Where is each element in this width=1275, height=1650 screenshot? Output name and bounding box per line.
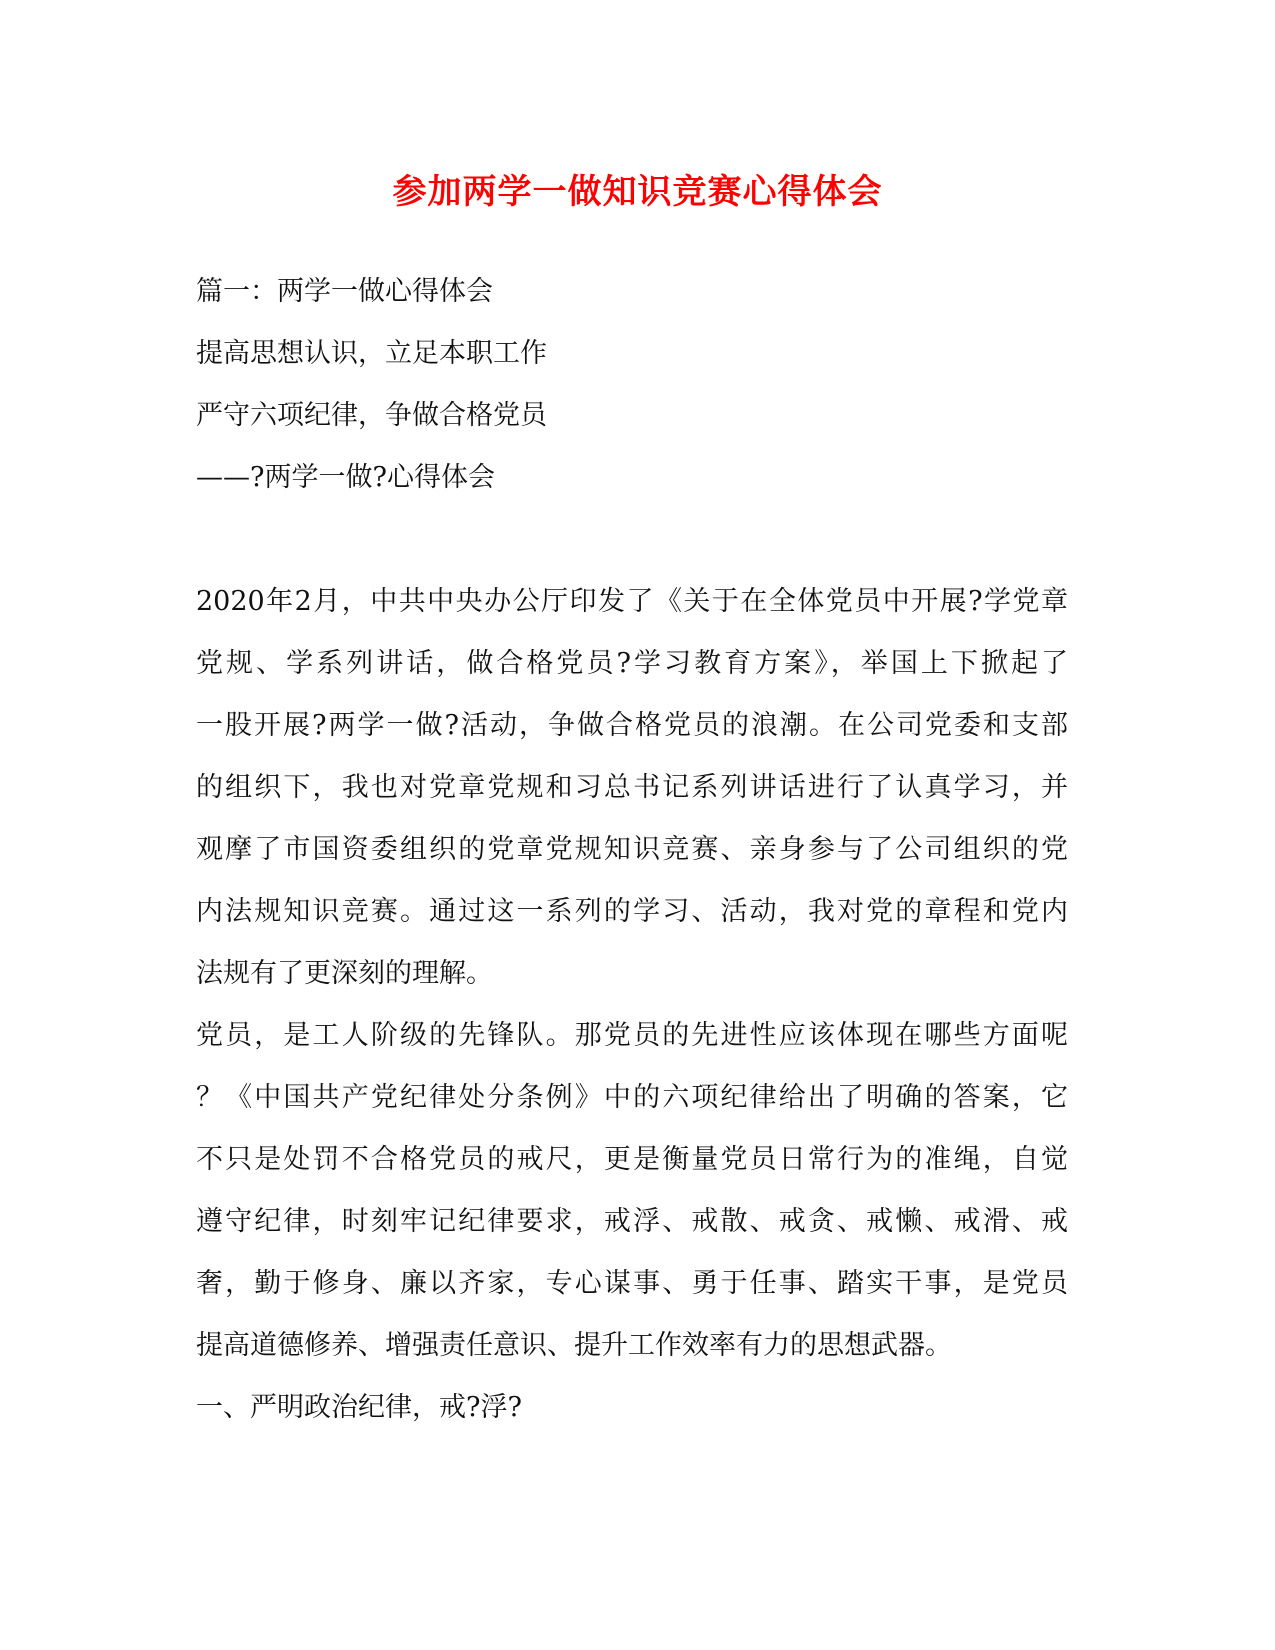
paragraph-line: 奢，勤于修身、廉以齐家，专心谋事、勇于任事、踏实干事，是党员 (196, 1268, 1068, 1299)
section-heading: 一、严明政治纪律，戒?浮? (196, 1392, 522, 1423)
heading-line-subtitle-3: ——?两学一做?心得体会 (196, 462, 495, 493)
paragraph-line: ？《中国共产党纪律处分条例》中的六项纪律给出了明确的答案，它 (196, 1082, 1068, 1113)
paragraph-line: 观摩了市国资委组织的党章党规知识竞赛、亲身参与了公司组织的党 (196, 834, 1068, 865)
paragraph-line: 法规有了更深刻的理解。 (196, 958, 493, 989)
paragraph-line: 2020年2月，中共中央办公厅印发了《关于在全体党员中开展?学党章 (196, 586, 1068, 617)
paragraph-line: 内法规知识竞赛。通过这一系列的学习、活动，我对党的章程和党内 (196, 896, 1068, 927)
paragraph-line: 提高道德修养、增强责任意识、提升工作效率有力的思想武器。 (196, 1330, 952, 1361)
paragraph-line: 党员，是工人阶级的先锋队。那党员的先进性应该体现在哪些方面呢 (196, 1020, 1068, 1051)
paragraph-line: 的组织下，我也对党章党规和习总书记系列讲话进行了认真学习，并 (196, 772, 1068, 803)
heading-line-subtitle-2: 严守六项纪律，争做合格党员 (196, 400, 547, 431)
paragraph-line: 党规、学系列讲话，做合格党员?学习教育方案》，举国上下掀起了 (196, 648, 1068, 679)
heading-line-chapter: 篇一：两学一做心得体会 (196, 276, 493, 307)
heading-line-subtitle-1: 提高思想认识，立足本职工作 (196, 338, 547, 369)
document-title: 参加两学一做知识竞赛心得体会 (392, 172, 883, 212)
paragraph-line: 遵守纪律，时刻牢记纪律要求，戒浮、戒散、戒贪、戒懒、戒滑、戒 (196, 1206, 1068, 1237)
paragraph-line: 一股开展?两学一做?活动，争做合格党员的浪潮。在公司党委和支部 (196, 710, 1068, 741)
paragraph-line: 不只是处罚不合格党员的戒尺，更是衡量党员日常行为的准绳，自觉 (196, 1144, 1068, 1175)
